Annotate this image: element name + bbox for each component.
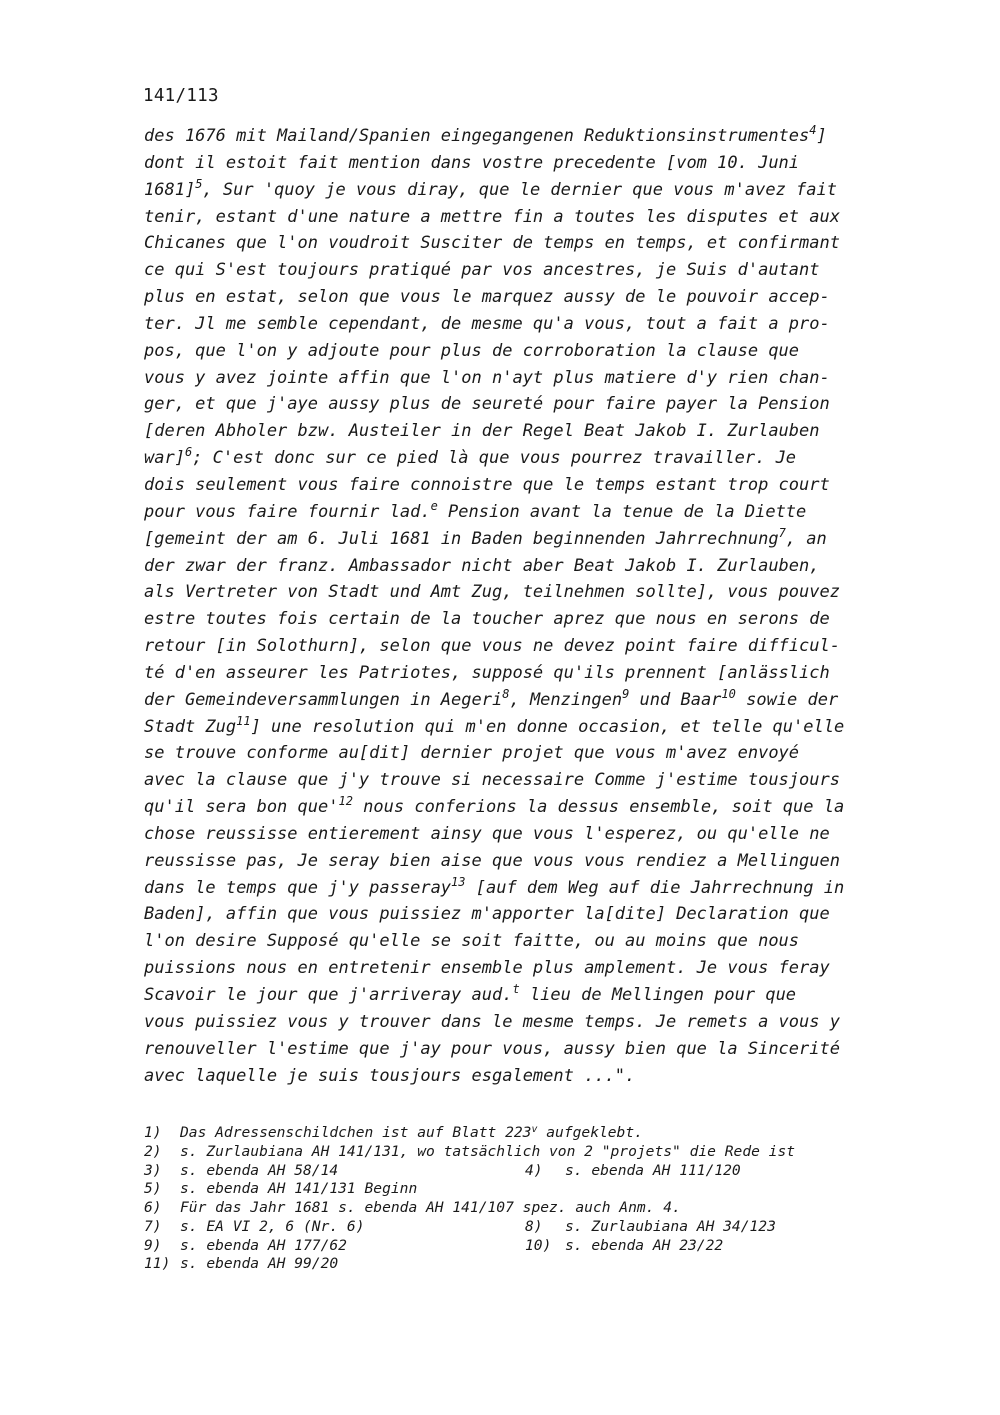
text-line xyxy=(144,1036,924,1063)
text-line xyxy=(144,123,924,150)
footnote-text: s. ebenda AH 177/62 xyxy=(180,1236,347,1254)
text-segment: ] xyxy=(816,126,827,146)
text-segment: Stadt Zug xyxy=(144,716,237,737)
text-line xyxy=(144,1009,924,1036)
footnote-item xyxy=(144,1218,924,1237)
footnote-text: aufgeklebt. xyxy=(537,1124,643,1141)
text-line xyxy=(144,875,924,902)
footnote-number: 3) xyxy=(144,1161,162,1179)
text-segment: dans le temps que j'y passeray xyxy=(144,877,452,898)
text-segment: dois seulement vous faire connoistre que le temps estant trop court xyxy=(144,474,830,495)
footnote-ref: 10 xyxy=(721,686,736,701)
text-segment: des 1676 mit Mailand/Spanien eingegangenen Reduktionsinstrumentes xyxy=(144,126,810,146)
text-segment: 1681] xyxy=(144,179,196,200)
text-segment: [auf dem Weg auf die Jahrrechnung in xyxy=(465,877,845,898)
footnote-ref: e xyxy=(430,498,438,513)
footnote-item xyxy=(525,1218,776,1237)
text-segment: pos, que l'on y adjoute pour plus de corroboration la clause que xyxy=(144,340,800,361)
text-line xyxy=(144,848,924,875)
footnote-ref: 9 xyxy=(622,686,630,701)
text-line xyxy=(144,391,924,418)
text-segment: Scavoir le jour que j'arriveray aud. xyxy=(144,985,513,1005)
text-segment: tenir, estant d'une nature a mettre fin a toutes les disputes et aux xyxy=(144,206,840,227)
text-segment: [gemeint der am 6. Juli 1681 in Baden beginnenden Jahrrechnung xyxy=(144,528,779,549)
footnote-number: 6) xyxy=(144,1199,162,1216)
footnote-item xyxy=(525,1162,741,1181)
text-segment: ce qui S'est toujours pratiqué par vos ancestres, je Suis d'autant xyxy=(144,260,820,281)
text-line xyxy=(144,1063,924,1090)
text-line xyxy=(144,660,924,687)
text-segment: retour [in Solothurn], selon que vous ne devez point faire difficul- xyxy=(144,636,840,657)
footnote-ref: 7 xyxy=(778,525,786,540)
text-segment: ter. Jl me semble cependant, de mesme qu'a vous, tout a fait a pro- xyxy=(144,313,830,334)
text-segment: [deren Abholer bzw. Austeiler in der Regel Beat Jakob I. Zurlauben xyxy=(144,421,820,442)
text-line xyxy=(144,311,924,338)
footnote-text: s. ebenda AH 23/22 xyxy=(565,1236,724,1254)
text-line xyxy=(144,687,924,714)
text-line xyxy=(144,338,924,365)
text-segment: dont il estoit fait mention dans vostre precedente [vom 10. Juni xyxy=(144,152,800,173)
text-line xyxy=(144,150,924,177)
text-line xyxy=(144,177,924,204)
text-line xyxy=(144,526,924,553)
footnote-number: 11) xyxy=(144,1255,171,1273)
footnote-number: 1) xyxy=(144,1124,162,1141)
text-line xyxy=(144,553,924,580)
footnote-text: Das Adressenschildchen ist auf Blatt 223 xyxy=(180,1124,532,1141)
text-segment: avec laquelle je suis tousjours esgalement ...". xyxy=(144,1065,636,1086)
footnote-item xyxy=(144,1124,924,1143)
text-segment: Chicanes que l'on voudroit Susciter de temps en temps, et confirmant xyxy=(144,233,840,254)
text-line xyxy=(144,472,924,499)
text-segment: chose reussisse entierement ainsy que vous l'esperez, ou qu'elle ne xyxy=(144,823,830,844)
text-line xyxy=(144,445,924,472)
footnote-ref: 11 xyxy=(236,713,251,728)
text-segment: reussisse pas, Je seray bien aise que vous vous rendiez a Mellinguen xyxy=(144,850,840,871)
footnote-ref: 6 xyxy=(184,445,193,460)
text-line xyxy=(144,901,924,928)
footnote-number: 2) xyxy=(144,1142,162,1160)
footnote-ref: 12 xyxy=(338,794,353,809)
footnote-text: s. Zurlaubiana AH 141/131, wo tatsächlich von 2 "projets" die Rede ist xyxy=(180,1142,796,1160)
footnotes xyxy=(144,1124,924,1274)
footnote-item xyxy=(144,1180,924,1199)
footnote-item xyxy=(144,1237,924,1256)
text-line xyxy=(144,284,924,311)
text-segment: Baden], affin que vous puissiez m'apporter la[dite] Declaration que xyxy=(144,904,830,925)
footnote-ref: t xyxy=(512,982,520,996)
text-segment: ger, et que j'aye aussy plus de seureté pour faire payer la Pension xyxy=(144,394,830,415)
text-segment: ] une resolution qui m'en donne occasion, et telle qu'elle xyxy=(250,716,845,737)
text-line xyxy=(144,714,924,741)
text-segment: sowie der xyxy=(735,689,839,710)
text-segment: l'on desire Supposé qu'elle se soit faitte, ou au moins que nous xyxy=(144,931,800,952)
footnote-ref: 13 xyxy=(451,874,466,889)
text-line xyxy=(144,204,924,231)
text-line xyxy=(144,365,924,392)
footnote-text: s. EA VI 2, 6 (Nr. 6) xyxy=(180,1217,365,1235)
text-line xyxy=(144,794,924,821)
footnote-item xyxy=(144,1199,924,1218)
text-segment: lieu de Mellingen pour que xyxy=(519,985,797,1005)
text-segment: pour vous faire fournir lad. xyxy=(144,501,431,522)
letter-body-text xyxy=(144,123,924,1089)
text-segment: war] xyxy=(144,448,185,469)
text-segment: vous puissiez vous y trouver dans le mesme temps. Je remets a vous y xyxy=(144,1011,840,1032)
footnote-number: 9) xyxy=(144,1236,162,1254)
footnote-item xyxy=(144,1162,924,1181)
text-line xyxy=(144,606,924,633)
text-line xyxy=(144,767,924,794)
text-line xyxy=(144,499,924,526)
footnote-text: s. ebenda AH 111/120 xyxy=(565,1161,741,1179)
footnote-number: 7) xyxy=(144,1217,162,1235)
text-segment: se trouve conforme au[dit] dernier projet que vous m'avez envoyé xyxy=(144,743,800,764)
text-segment: puissions nous en entretenir ensemble plus amplement. Je vous feray xyxy=(144,958,830,979)
text-segment: , an xyxy=(785,528,827,549)
footnote-ref: 8 xyxy=(502,686,510,701)
text-line xyxy=(144,418,924,445)
text-line xyxy=(144,579,924,606)
text-line xyxy=(144,821,924,848)
text-segment: , Menzingen xyxy=(509,689,623,710)
text-segment: vous y avez jointe affin que l'on n'ayt plus matiere d'y rien chan- xyxy=(144,367,830,388)
footnote-item xyxy=(144,1143,924,1162)
text-line xyxy=(144,257,924,284)
footnote-number: 5) xyxy=(144,1180,162,1198)
page-number: 141/113 xyxy=(143,86,219,106)
text-line xyxy=(144,740,924,767)
footnote-item xyxy=(144,1255,924,1274)
text-segment: ; C'est donc sur ce pied là que vous pourrez travailler. Je xyxy=(192,448,797,469)
text-segment: nous conferions la dessus ensemble, soit que la xyxy=(352,797,845,818)
text-line xyxy=(144,928,924,955)
text-segment: avec la clause que j'y trouve si necessaire Comme j'estime tousjours xyxy=(144,770,840,791)
text-segment: der zwar der franz. Ambassador nicht aber Beat Jakob I. Zurlauben, xyxy=(144,555,820,576)
text-segment: té d'en asseurer les Patriotes, supposé qu'ils prennent [anlässlich xyxy=(144,662,830,683)
text-line xyxy=(144,230,924,257)
footnote-text: s. ebenda AH 99/20 xyxy=(180,1255,339,1273)
footnote-text: s. ebenda AH 141/131 Beginn xyxy=(180,1180,418,1198)
text-segment: plus en estat, selon que vous le marquez aussy de le pouvoir accep- xyxy=(144,287,830,308)
text-segment: Pension avant la tenue de la Diette xyxy=(437,501,807,522)
footnote-text: s. ebenda AH 58/14 xyxy=(180,1161,339,1179)
footnote-number: 10) xyxy=(525,1236,552,1254)
text-segment: und Baar xyxy=(629,689,722,710)
footnote-text: s. Zurlaubiana AH 34/123 xyxy=(565,1217,776,1235)
superscript: v xyxy=(531,1124,538,1135)
text-segment: renouveller l'estime que j'ay pour vous, aussy bien que la Sincerité xyxy=(144,1038,840,1059)
footnote-number: 4) xyxy=(525,1161,543,1179)
text-segment: , Sur 'quoy je vous diray, que le dernier que vous m'avez fait xyxy=(202,179,837,200)
text-line xyxy=(144,982,924,1009)
footnote-text: Für das Jahr 1681 s. ebenda AH 141/107 spez. auch Anm. 4. xyxy=(180,1199,681,1216)
text-line xyxy=(144,955,924,982)
text-segment: estre toutes fois certain de la toucher aprez que nous en serons de xyxy=(144,609,830,630)
text-segment: der Gemeindeversammlungen in Aegeri xyxy=(144,689,503,710)
text-segment: qu'il sera bon que' xyxy=(144,797,339,818)
text-segment: als Vertreter von Stadt und Amt Zug, teilnehmen sollte], vous pouvez xyxy=(144,582,840,603)
footnote-ref: 4 xyxy=(809,123,817,137)
footnote-number: 8) xyxy=(525,1217,543,1235)
footnote-ref: 5 xyxy=(195,176,203,191)
text-line xyxy=(144,633,924,660)
footnote-item xyxy=(525,1237,723,1256)
